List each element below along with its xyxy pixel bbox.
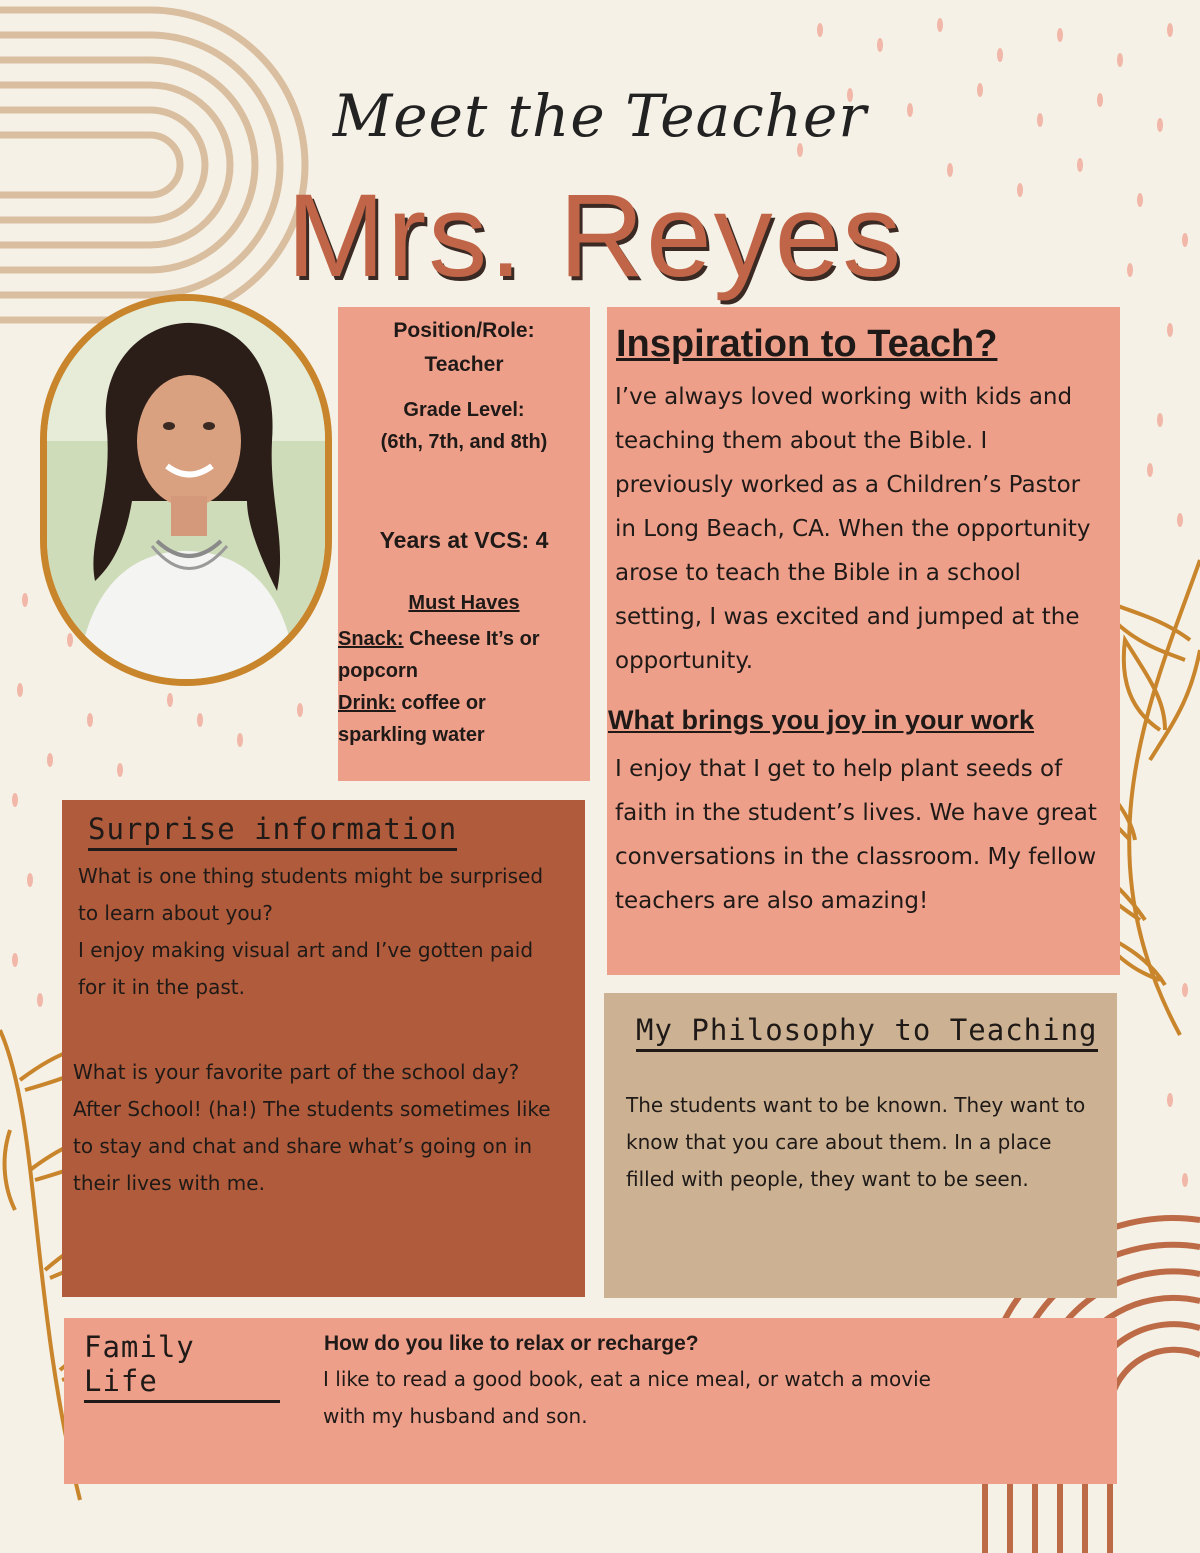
drink-value: coffee or sparkling water bbox=[338, 692, 486, 746]
philosophy-heading: My Philosophy to Teaching bbox=[636, 1013, 1098, 1052]
grade-value: (6th, 7th, and 8th) bbox=[380, 431, 548, 453]
snack-line bbox=[338, 623, 578, 687]
portrait-illustration bbox=[47, 301, 325, 679]
surprise-answer-1: I enjoy making visual art and I’ve gotten paid for it in the past. bbox=[78, 938, 534, 999]
surprise-heading: Surprise information bbox=[88, 812, 457, 851]
inspiration-card bbox=[607, 307, 1120, 975]
inspiration-text: I’ve always loved working with kids and teaching them about the Bible. I previously worked as a Children’s Pastor in Long Beach, CA. When the opportunity arose to teach the Bible in a school setting, I was excited and jumped at the opportunity. bbox=[615, 384, 1091, 674]
family-question: How do you like to relax or recharge? bbox=[324, 1332, 699, 1355]
inspiration-heading: Inspiration to Teach? bbox=[616, 323, 998, 365]
joy-heading: What brings you joy in your work bbox=[608, 705, 1035, 735]
teacher-info-card bbox=[338, 307, 590, 781]
family-answer: I like to read a good book, eat a nice meal, or watch a movie with my husband and son. bbox=[323, 1367, 931, 1428]
drink-line bbox=[338, 687, 548, 751]
surprise-info-card bbox=[62, 800, 585, 1297]
teacher-photo bbox=[40, 294, 332, 686]
family-life-card bbox=[64, 1318, 1117, 1484]
joy-text: I enjoy that I get to help plant seeds of faith in the student’s lives. We have great conversations in the classroom. My fellow teachers are also amazing! bbox=[615, 756, 1097, 914]
grade-label: Grade Level: bbox=[403, 399, 525, 421]
surprise-question-1: What is one thing students might be surprised to learn about you? bbox=[78, 864, 544, 925]
surprise-answer-2: After School! (ha!) The students sometimes like to stay and chat and share what’s going on in their lives with me. bbox=[73, 1097, 551, 1195]
family-heading: Family Life bbox=[84, 1330, 280, 1403]
teacher-name-title: Mrs. Reyes bbox=[286, 170, 904, 302]
philosophy-card bbox=[604, 993, 1117, 1298]
drink-label: Drink: bbox=[338, 692, 396, 714]
position-label: Position/Role: bbox=[393, 319, 535, 342]
snack-value: Cheese It’s or popcorn bbox=[338, 628, 540, 682]
snack-label: Snack: bbox=[338, 628, 404, 650]
meet-the-teacher-title: Meet the Teacher bbox=[332, 82, 868, 150]
years-at-school: Years at VCS: 4 bbox=[379, 527, 549, 553]
surprise-question-2: What is your favorite part of the school day? bbox=[73, 1060, 520, 1084]
philosophy-text: The students want to be known. They want to know that you care about them. In a place filled with people, they want to be seen. bbox=[626, 1093, 1086, 1191]
must-haves-heading: Must Haves bbox=[408, 592, 520, 614]
position-value: Teacher bbox=[424, 353, 504, 376]
